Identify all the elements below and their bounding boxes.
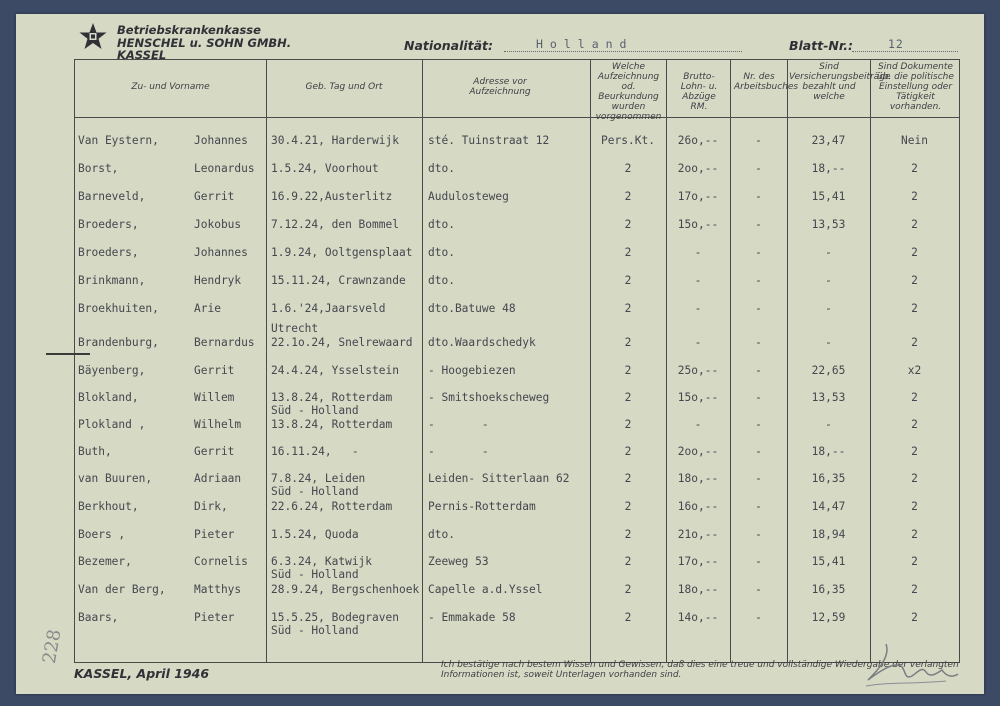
- cell-birth: 22.6.24, Rotterdam: [271, 500, 393, 513]
- cell-docs: 2: [911, 336, 918, 349]
- cell-birth: 24.4.24, Ysselstein: [271, 364, 399, 377]
- margin-mark: [46, 353, 90, 355]
- cell-birth: 1.5.24, Quoda: [271, 528, 359, 541]
- cell-address: - Smitshoekscheweg: [428, 391, 550, 404]
- cell-first: Gerrit: [194, 364, 235, 377]
- cell-address: Zeeweg 53: [428, 555, 489, 568]
- cell-record: 2: [624, 555, 632, 568]
- cell-wage: 25o,--: [677, 364, 719, 377]
- column-header-documents: Sind Dokumente üb. die politische Einstellung oder Tätigkeit vorhanden.: [877, 62, 954, 112]
- cell-birth: 16.11.24, -: [271, 445, 359, 458]
- column-header-insurance: Sind Versicherungsbeiträge bezahlt und welche: [789, 62, 891, 102]
- cell-wage: -: [694, 302, 702, 315]
- cell-book: -: [755, 246, 762, 259]
- cell-ins: 18,--: [811, 162, 846, 175]
- cell-docs: Nein: [901, 134, 928, 147]
- cell-book: -: [755, 528, 762, 541]
- cell-ins: 13,53: [811, 218, 846, 231]
- cell-birth-region: Süd - Holland: [271, 624, 359, 637]
- cell-record: 2: [624, 583, 632, 596]
- cell-first: Dirk,: [194, 500, 228, 513]
- cell-wage: 2oo,--: [677, 445, 719, 458]
- registration-card: [16, 14, 984, 694]
- cell-address: Leiden- Sitterlaan 62: [428, 472, 570, 485]
- cell-book: -: [755, 472, 762, 485]
- cell-birth: 13.8.24, Rotterdam: [271, 418, 393, 431]
- cell-record: 2: [624, 472, 632, 485]
- cell-book: -: [755, 418, 762, 431]
- cell-address: dto.: [428, 528, 455, 541]
- nationality-underline: [504, 51, 742, 52]
- cell-wage: 26o,--: [677, 134, 719, 147]
- cell-surname: Bäyenberg,: [78, 364, 146, 377]
- column-header-wage: Brutto-Lohn- u. Abzüge RM.: [680, 72, 718, 112]
- cell-ins: -: [825, 274, 832, 287]
- cell-docs: 2: [911, 500, 918, 513]
- cell-first: Matthys: [194, 583, 242, 596]
- cell-birth: 1.9.24, Ooltgensplaat: [271, 246, 413, 259]
- place-date: KASSEL, April 1946: [74, 666, 210, 681]
- cell-wage: 18o,--: [677, 472, 719, 485]
- cell-book: -: [755, 336, 762, 349]
- cell-address: Capelle a.d.Yssel: [428, 583, 543, 596]
- cell-docs: 2: [911, 583, 918, 596]
- cell-birth: 7.8.24, Leiden: [271, 472, 366, 485]
- cell-book: -: [755, 190, 762, 203]
- cell-address: dto.: [428, 218, 455, 231]
- cell-ins: 15,41: [811, 555, 846, 568]
- column-header-name: Zu- und Vorname: [131, 82, 210, 92]
- cell-docs: 2: [911, 611, 918, 624]
- cell-birth: 6.3.24, Katwijk: [271, 555, 373, 568]
- company-line-2: HENSCHEL u. SOHN GMBH.: [117, 35, 292, 50]
- cell-surname: Bezemer,: [78, 555, 132, 568]
- cell-record: 2: [624, 391, 632, 404]
- cell-ins: -: [825, 336, 832, 349]
- cell-birth-region: Utrecht: [271, 322, 319, 335]
- cell-book: -: [755, 302, 762, 315]
- cell-book: -: [755, 500, 762, 513]
- cell-surname: Van der Berg,: [78, 583, 166, 596]
- cell-record: 2: [624, 445, 632, 458]
- cell-surname: Plokland ,: [78, 418, 146, 431]
- cell-wage: -: [694, 246, 702, 259]
- cell-book: -: [755, 162, 762, 175]
- cell-address: Audulosteweg: [428, 190, 509, 203]
- column-header-workbook: Nr. des Arbeitsbuches: [734, 72, 799, 92]
- cell-first: Adriaan: [194, 472, 242, 485]
- cell-docs: 2: [911, 555, 918, 568]
- cell-record: 2: [624, 500, 632, 513]
- cell-first: Cornelis: [194, 555, 248, 568]
- cell-docs: 2: [911, 391, 918, 404]
- cell-first: Hendryk: [194, 274, 242, 287]
- cell-wage: 18o,--: [677, 583, 719, 596]
- cell-first: Gerrit: [194, 190, 235, 203]
- cell-record: 2: [624, 274, 632, 287]
- cell-surname: Berkhout,: [78, 500, 139, 513]
- column-header-birth: Geb. Tag und Ort: [305, 82, 383, 92]
- sheet-number-underline: [852, 51, 958, 52]
- cell-address: dto.: [428, 162, 455, 175]
- cell-wage: -: [694, 336, 702, 349]
- cell-birth-region: Süd - Holland: [271, 485, 359, 498]
- cell-book: -: [755, 555, 762, 568]
- nationality-value: Holland: [536, 37, 634, 51]
- cell-ins: 12,59: [811, 611, 846, 624]
- cell-address: sté. Tuinstraat 12: [428, 134, 550, 147]
- cell-record: 2: [624, 528, 632, 541]
- cell-first: Pieter: [194, 528, 235, 541]
- cell-docs: 2: [911, 418, 918, 431]
- cell-address: - Hoogebiezen: [428, 364, 516, 377]
- cell-birth-region: Süd - Holland: [271, 404, 359, 417]
- star-logo-icon: [78, 22, 108, 52]
- sheet-number-label: Blatt-Nr.:: [789, 38, 853, 53]
- cell-wage: 15o,--: [677, 218, 719, 231]
- cell-address: - Emmakade 58: [428, 611, 516, 624]
- records-table: [74, 59, 960, 663]
- cell-book: -: [755, 445, 762, 458]
- company-name: [117, 24, 291, 62]
- cell-wage: 21o,--: [677, 528, 719, 541]
- nationality-label: Nationalität:: [404, 38, 494, 53]
- margin-note: 228: [38, 627, 66, 666]
- cell-record: 2: [624, 162, 632, 175]
- cell-first: Gerrit: [194, 445, 235, 458]
- cell-birth: 1.6.'24,Jaarsveld: [271, 302, 386, 315]
- cell-ins: 23,47: [811, 134, 846, 147]
- cell-record: 2: [624, 302, 632, 315]
- cell-surname: Baars,: [78, 611, 119, 624]
- cell-surname: Blokland,: [78, 391, 139, 404]
- cell-address: dto.: [428, 246, 455, 259]
- cell-book: -: [755, 391, 762, 404]
- cell-birth-region: Süd - Holland: [271, 568, 359, 581]
- cell-birth: 7.12.24, den Bommel: [271, 218, 399, 231]
- cell-first: Wilhelm: [194, 418, 242, 431]
- cell-ins: 16,35: [811, 583, 846, 596]
- cell-book: -: [755, 218, 762, 231]
- cell-first: Johannes: [194, 134, 248, 147]
- cell-birth: 28.9.24, Bergschenhoek: [271, 583, 420, 596]
- declaration-text: Ich bestätige nach bestem Wissen und Gewissen, daß dies eine treue und vollständige Wiedergabe der verlangten Informationen ist, soweit Unterlagen vorhanden sind.: [441, 660, 959, 680]
- cell-ins: 14,47: [811, 500, 846, 513]
- cell-birth: 1.5.24, Voorhout: [271, 162, 379, 175]
- cell-ins: -: [825, 418, 832, 431]
- cell-first: Willem: [194, 391, 235, 404]
- cell-book: -: [755, 274, 762, 287]
- cell-address: dto.Batuwe 48: [428, 302, 516, 315]
- cell-surname: Broekhuiten,: [78, 302, 159, 315]
- cell-docs: 2: [911, 190, 918, 203]
- cell-book: -: [755, 134, 762, 147]
- cell-record: 2: [624, 218, 632, 231]
- cell-surname: Boers ,: [78, 528, 126, 541]
- cell-ins: 18,--: [811, 445, 846, 458]
- cell-surname: Buth,: [78, 445, 112, 458]
- company-line-3: KASSEL: [117, 48, 167, 62]
- sheet-number-value: 12: [888, 37, 904, 51]
- cell-surname: van Buuren,: [78, 472, 153, 485]
- cell-first: Johannes: [194, 246, 248, 259]
- cell-surname: Broeders,: [78, 218, 139, 231]
- cell-docs: 2: [911, 472, 918, 485]
- cell-ins: 13,53: [811, 391, 846, 404]
- cell-wage: -: [694, 418, 702, 431]
- cell-record: 2: [624, 246, 632, 259]
- cell-docs: 2: [911, 246, 918, 259]
- cell-book: -: [755, 364, 762, 377]
- cell-ins: -: [825, 246, 832, 259]
- cell-wage: 14o,--: [677, 611, 719, 624]
- cell-wage: 15o,--: [677, 391, 719, 404]
- cell-wage: 17o,--: [677, 555, 719, 568]
- signature-scribble: [846, 632, 976, 692]
- column-header-record: Welche Aufzeichnung od. Beurkundung wurden vorgenommen: [595, 62, 662, 122]
- cell-wage: 17o,--: [677, 190, 719, 203]
- cell-address: dto.: [428, 274, 455, 287]
- cell-surname: Borst,: [78, 162, 119, 175]
- cell-ins: 16,35: [811, 472, 846, 485]
- cell-first: Pieter: [194, 611, 235, 624]
- cell-docs: x2: [907, 364, 922, 377]
- cell-wage: 2oo,--: [677, 162, 719, 175]
- cell-docs: 2: [911, 302, 918, 315]
- cell-record: 2: [624, 190, 632, 203]
- cell-docs: 2: [911, 274, 918, 287]
- cell-ins: 22,65: [811, 364, 846, 377]
- cell-wage: -: [694, 274, 702, 287]
- column-header-address: Adresse vor Aufzeichnung: [469, 77, 531, 97]
- cell-surname: Brandenburg,: [78, 336, 159, 349]
- cell-first: Bernardus: [194, 336, 255, 349]
- cell-surname: Broeders,: [78, 246, 139, 259]
- cell-first: Arie: [194, 302, 221, 315]
- cell-ins: -: [825, 302, 832, 315]
- cell-birth: 15.11.24, Crawnzande: [271, 274, 406, 287]
- cell-record: 2: [624, 611, 632, 624]
- cell-address: - -: [428, 445, 489, 458]
- cell-address: - -: [428, 418, 489, 431]
- cell-ins: 18,94: [811, 528, 846, 541]
- cell-record: 2: [624, 418, 632, 431]
- cell-birth: 30.4.21, Harderwijk: [271, 134, 399, 147]
- cell-record: 2: [624, 336, 632, 349]
- cell-birth: 16.9.22,Austerlitz: [271, 190, 393, 203]
- cell-birth: 13.8.24, Rotterdam: [271, 391, 393, 404]
- cell-surname: Brinkmann,: [78, 274, 146, 287]
- cell-book: -: [755, 611, 762, 624]
- cell-book: -: [755, 583, 762, 596]
- cell-address: dto.Waardschedyk: [428, 336, 536, 349]
- cell-docs: 2: [911, 445, 918, 458]
- cell-birth: 15.5.25, Bodegraven: [271, 611, 399, 624]
- cell-birth: 22.1o.24, Snelrewaard: [271, 336, 413, 349]
- cell-record: Pers.Kt.: [601, 134, 655, 147]
- cell-ins: 15,41: [811, 190, 846, 203]
- cell-docs: 2: [911, 218, 918, 231]
- cell-address: Pernis-Rotterdam: [428, 500, 536, 513]
- cell-surname: Barneveld,: [78, 190, 146, 203]
- cell-first: Jokobus: [194, 218, 242, 231]
- cell-wage: 16o,--: [677, 500, 719, 513]
- cell-record: 2: [624, 364, 632, 377]
- cell-docs: 2: [911, 528, 918, 541]
- cell-first: Leonardus: [194, 162, 255, 175]
- company-line-1: Betriebskrankenkasse: [117, 23, 261, 37]
- cell-surname: Van Eystern,: [78, 134, 159, 147]
- cell-docs: 2: [911, 162, 918, 175]
